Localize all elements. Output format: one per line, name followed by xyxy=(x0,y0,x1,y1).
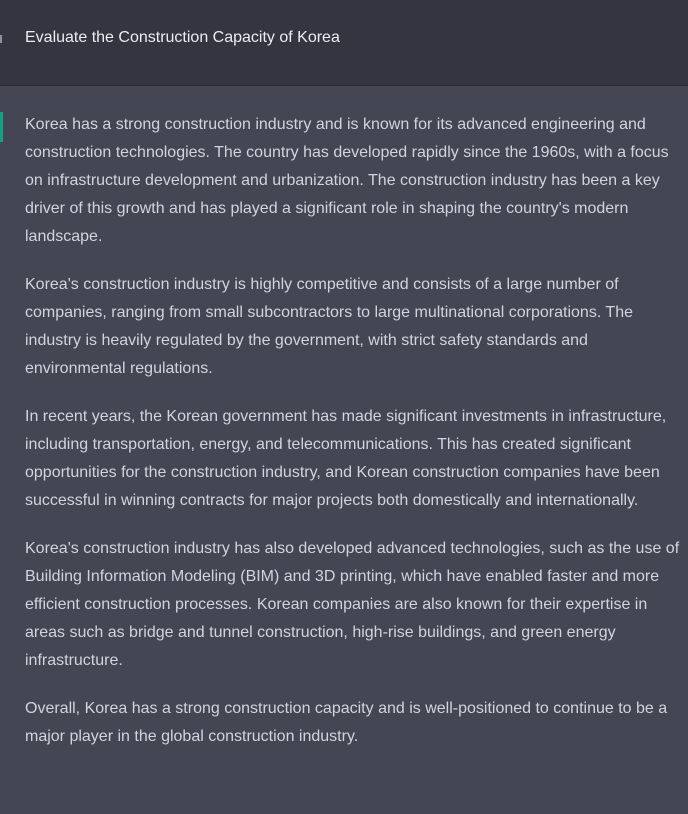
prompt-edge-marker xyxy=(0,35,2,43)
response-paragraph-4: Korea's construction industry has also developed advanced technologies, such as the use of Building Information Modeling (BIM) and 3D printing, which have enabled faster and more efficient construction processes. Korean companies are also known for their expertise in areas such as bridge and tunnel construction, high-rise buildings, and green energy infrastructure. xyxy=(25,540,680,669)
response-paragraph-3: In recent years, the Korean government has made significant investments in infrastructure, including transportation, energy, and telecommunications. This has created significant opportunities for the construction industry, and Korean construction companies have been successful in winning contracts for major projects both domestically and internationally. xyxy=(25,408,667,509)
response-paragraph-1: Korea has a strong construction industry and is known for its advanced engineering and construction technologies. The country has developed rapidly since the 1960s, with a focus on infrastructure development and urbanization. The construction industry has been a key driver of this growth and has played a significant role in shaping the country's modern landscape. xyxy=(25,116,669,245)
response-paragraph-2: Korea's construction industry is highly competitive and consists of a large number of companies, ranging from small subcontractors to large multinational corporations. The industry is heavily regulated by the government, with strict safety standards and environmental regulations. xyxy=(25,276,633,377)
user-prompt-text: Evaluate the Construction Capacity of Korea xyxy=(25,29,340,46)
assistant-response-body xyxy=(25,111,685,771)
response-paragraph-5: Overall, Korea has a strong construction capacity and is well-positioned to continue to be a major player in the global construction industry. xyxy=(25,700,668,745)
assistant-message xyxy=(0,86,688,814)
response-accent-bar xyxy=(0,112,3,142)
user-message xyxy=(0,0,688,86)
